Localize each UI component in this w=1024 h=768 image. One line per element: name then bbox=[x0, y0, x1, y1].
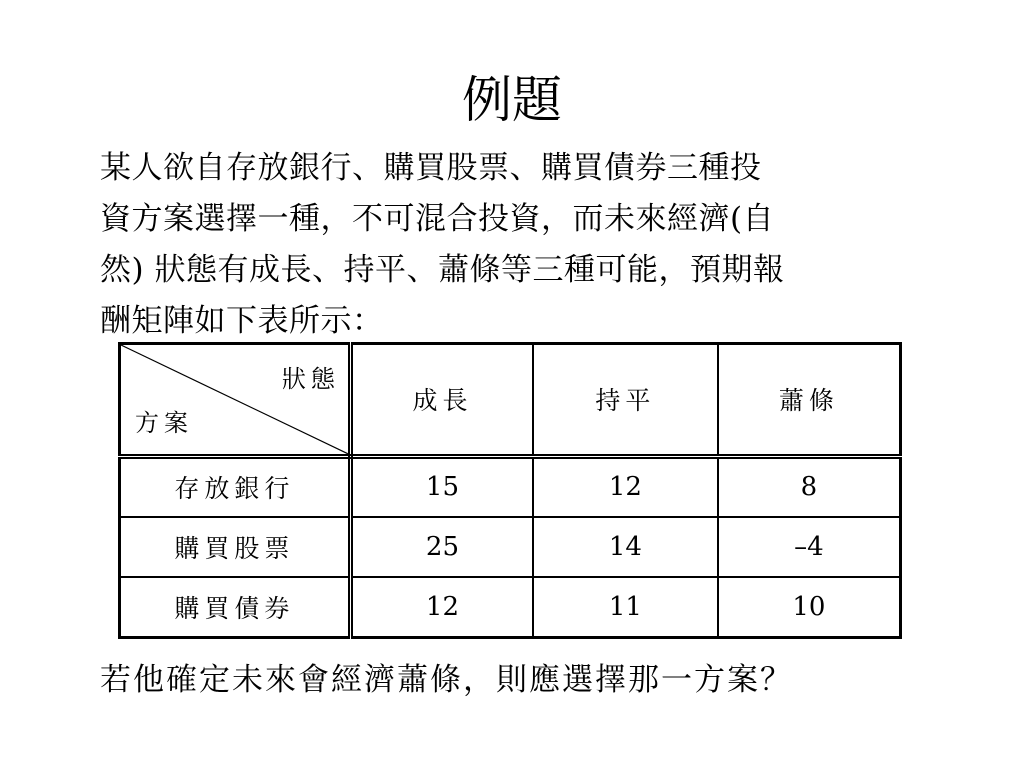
slide-title: 例題 bbox=[462, 71, 562, 129]
table-cell: 10 bbox=[718, 577, 901, 637]
header-row bbox=[120, 344, 901, 457]
table-cell: 11 bbox=[533, 577, 718, 637]
table-cell: 15 bbox=[350, 456, 533, 516]
table-cell: 25 bbox=[350, 517, 533, 577]
statement-line: 然) 狀態有成長、持平、蕭條等三種可能，預期報 bbox=[100, 252, 785, 288]
row-label-bank: 存放銀行 bbox=[120, 456, 351, 516]
statement-line: 酬矩陣如下表所示： bbox=[100, 303, 384, 339]
column-header-growth: 成長 bbox=[350, 344, 533, 457]
plan-label: 方案 bbox=[135, 408, 193, 437]
table-cell: 8 bbox=[718, 456, 901, 516]
problem-statement bbox=[100, 143, 930, 347]
table-cell: 12 bbox=[350, 577, 533, 637]
table-cell: 14 bbox=[533, 517, 718, 577]
table-cell: 12 bbox=[533, 456, 718, 516]
statement-line: 資方案選擇一種，不可混合投資，而未來經濟(自 bbox=[100, 201, 775, 237]
column-header-flat: 持平 bbox=[533, 344, 718, 457]
row-label-bonds: 購買債券 bbox=[120, 577, 351, 637]
corner-header-cell bbox=[120, 344, 351, 457]
row-label-stocks: 購買股票 bbox=[120, 517, 351, 577]
table-cell: –4 bbox=[718, 517, 901, 577]
table-row bbox=[120, 517, 901, 577]
state-label: 狀態 bbox=[281, 365, 340, 393]
statement-line: 某人欲自存放銀行、購買股票、購買債券三種投 bbox=[100, 150, 762, 186]
question-text: 若他確定未來會經濟蕭條，則應選擇那一方案？ bbox=[100, 662, 793, 698]
table-row bbox=[120, 456, 901, 516]
column-header-recession: 蕭條 bbox=[718, 344, 901, 457]
payoff-matrix bbox=[118, 342, 902, 639]
table-row bbox=[120, 577, 901, 637]
